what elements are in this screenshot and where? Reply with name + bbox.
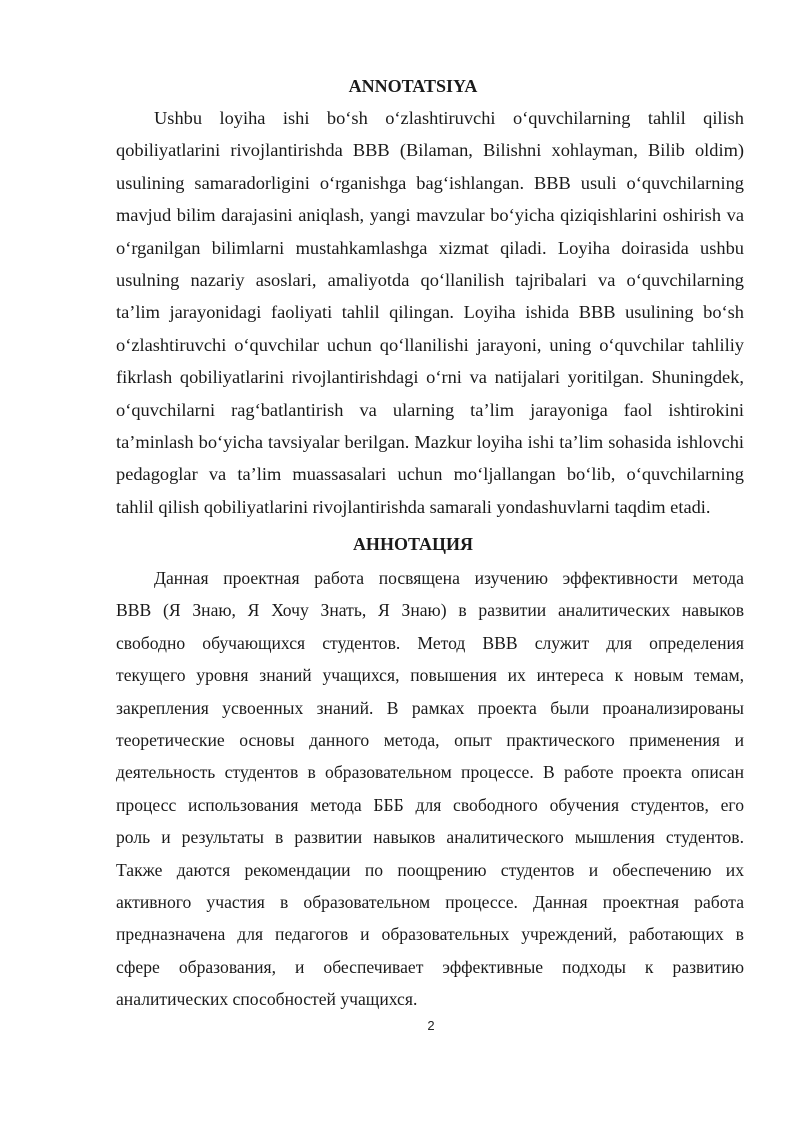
text-line: Также даются рекомендации по поощрению студентов и обеспечению их: [116, 859, 744, 880]
text-line: теоретические основы данного метода, опыт практического применения и: [116, 730, 744, 751]
text-line: активного участия в образовательном процессе. Данная проектная работа: [116, 892, 744, 913]
text-line: ta’lim jarayonidagi faoliyati tahlil qilingan. Loyiha ishida BBB usulining bo‘sh: [116, 302, 744, 323]
text-line: mavjud bilim darajasini aniqlash, yangi mavzular bo‘yicha qiziqishlarini oshirish va: [116, 205, 744, 226]
text-line: ta’minlash bo‘yicha tavsiyalar berilgan. Mazkur loyiha ishi ta’lim sohasida ishlovchi: [116, 432, 744, 453]
text-line: tahlil qilish qobiliyatlarini rivojlantirishda samarali yondashuvlarni taqdim etadi.: [116, 496, 711, 517]
text-line: предназначена для педагогов и образовательных учреждений, работающих в: [116, 924, 744, 945]
annotation-uz-paragraph: [116, 102, 744, 523]
text-line: o‘rganilgan bilimlarni mustahkamlashga xizmat qiladi. Loyiha doirasida ushbu: [116, 237, 744, 258]
text-line: аналитических способностей учащихся.: [116, 989, 418, 1010]
text-line: ВВВ (Я Знаю, Я Хочу Знать, Я Знаю) в развитии аналитических навыков: [116, 600, 744, 621]
text-line: процесс использования метода БББ для свободного обучения студентов, его: [116, 794, 744, 815]
text-line: pedagoglar va ta’lim muassasalari uchun mo‘ljallangan bo‘lib, o‘quvchilarning: [116, 464, 744, 485]
annotation-ru-title: АННОТАЦИЯ: [352, 534, 474, 554]
text-line: сфере образования, и обеспечивает эффективные подходы к развитию: [116, 956, 744, 977]
text-line: Данная проектная работа посвящена изучению эффективности метода: [154, 568, 744, 588]
text-line: деятельность студентов в образовательном процессе. В работе проекта описан: [116, 762, 744, 783]
text-line: fikrlash qobiliyatlarini rivojlantirishdagi o‘rni va natijalari yoritilgan. Shuningdek,: [116, 367, 744, 388]
text-line: qobiliyatlarini rivojlantirishda BBB (Bilaman, Bilishni xohlayman, Bilib oldim): [116, 140, 744, 161]
text-line: o‘quvchilarni rag‘batlantirish va ularning ta’lim jarayoniga faol ishtirokini: [116, 399, 744, 420]
text-line: o‘zlashtiruvchi o‘quvchilar uchun qo‘llanilishi jarayoni, uning o‘quvchilar tahliliy: [116, 334, 744, 355]
text-line: usulning nazariy asoslari, amaliyotda qo‘llanilish tajribalari va o‘quvchilarning: [116, 270, 744, 291]
text-line: текущего уровня знаний учащихся, повышения их интереса к новым темам,: [116, 665, 744, 686]
text-line: Ushbu loyiha ishi bo‘sh o‘zlashtiruvchi o‘quvchilarning tahlil qilish: [154, 108, 744, 128]
text-line: закрепления усвоенных знаний. В рамках проекта были проанализированы: [116, 697, 744, 718]
text-line: роль и результаты в развитии навыков аналитического мышления студентов.: [116, 827, 744, 848]
annotation-ru-paragraph: [116, 562, 744, 1016]
annotation-uz-title: ANNOTATSIYA: [348, 76, 478, 96]
page-number: 2: [427, 1018, 435, 1033]
text-line: свободно обучающихся студентов. Метод ВВВ служит для определения: [116, 632, 744, 653]
text-line: usulining samaradorligini o‘rganishga bag‘ishlangan. BBB usuli o‘quvchilarning: [116, 172, 744, 193]
